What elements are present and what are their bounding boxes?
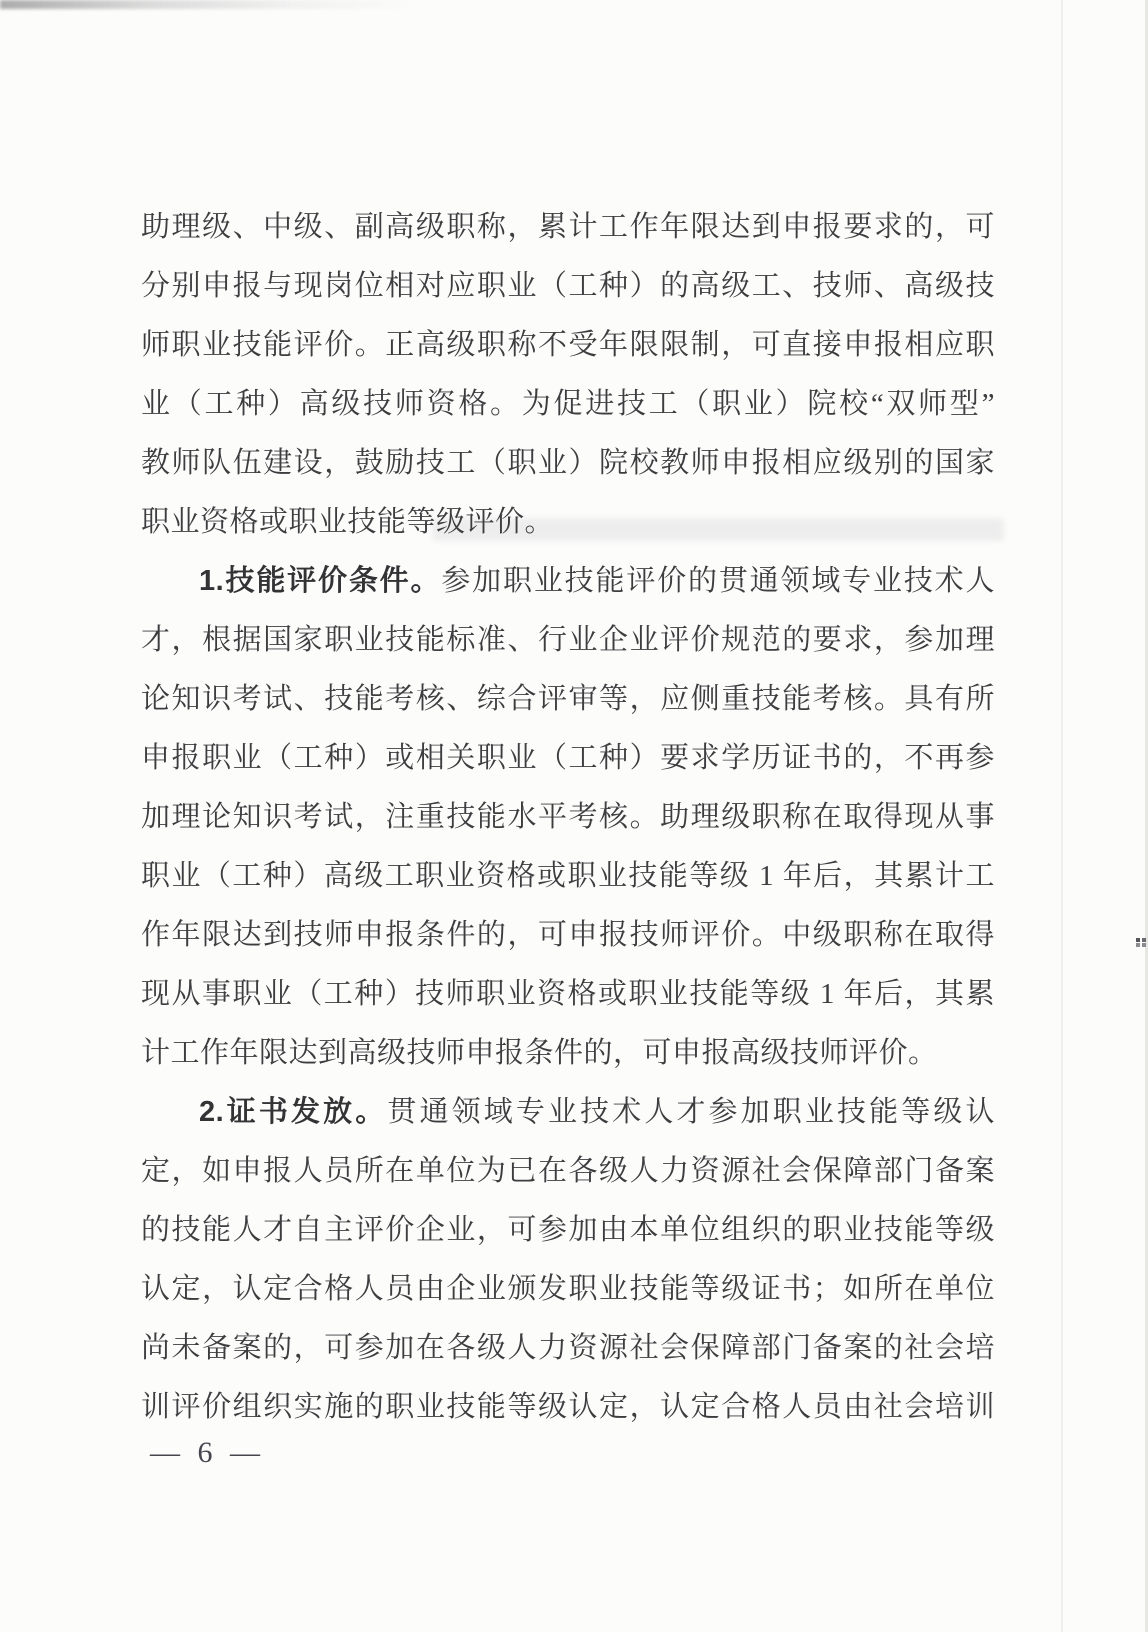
text-line	[141, 1378, 995, 1437]
line-text: 加理论知识考试，注重技能水平考核。助理级职称在取得现从事	[141, 801, 995, 833]
line-text: 教师队伍建设，鼓励技工（职业）院校教师申报相应级别的国家	[141, 447, 995, 479]
text-line	[141, 1319, 995, 1378]
line-text: 训评价组织实施的职业技能等级认定，认定合格人员由社会培训	[141, 1391, 995, 1423]
scan-edge-mark	[1136, 938, 1140, 942]
line-text: 申报职业（工种）或相关职业（工种）要求学历证书的，不再参	[141, 742, 995, 774]
line-text: 职业（工种）高级工职业资格或职业技能等级 1 年后，其累计工	[141, 860, 995, 892]
line-text: 定，如申报人员所在单位为已在各级人力资源社会保障部门备案	[141, 1155, 995, 1187]
text-line	[141, 1024, 995, 1083]
text-line	[141, 1142, 995, 1201]
line-text: 分别申报与现岗位相对应职业（工种）的高级工、技师、高级技	[141, 270, 995, 302]
text-line-heading-2	[141, 1083, 995, 1142]
line-text: 贯通领域专业技术人才参加职业技能等级认	[387, 1096, 995, 1128]
line-text: 作年限达到技师申报条件的，可申报技师评价。中级职称在取得	[141, 919, 995, 951]
text-line	[141, 1201, 995, 1260]
line-text: 尚未备案的，可参加在各级人力资源社会保障部门备案的社会培	[141, 1332, 995, 1364]
scan-smudge-top-left	[0, 0, 420, 9]
line-text: 认定，认定合格人员由企业颁发职业技能等级证书；如所在单位	[141, 1273, 995, 1305]
document-body	[141, 198, 995, 1437]
line-text: 的技能人才自主评价企业，可参加由本单位组织的职业技能等级	[141, 1214, 995, 1246]
text-line	[141, 198, 995, 257]
text-line	[141, 788, 995, 847]
line-text: 现从事职业（工种）技师职业资格或职业技能等级 1 年后，其累	[141, 978, 995, 1010]
text-line	[141, 670, 995, 729]
text-line	[141, 611, 995, 670]
text-line	[141, 965, 995, 1024]
text-line	[141, 847, 995, 906]
line-text: 才，根据国家职业技能标准、行业企业评价规范的要求，参加理	[141, 624, 995, 656]
line-text: 计工作年限达到高级技师申报条件的，可申报高级技师评价。	[141, 1037, 938, 1069]
text-line	[141, 257, 995, 316]
line-text: 助理级、中级、副高级职称，累计工作年限达到申报要求的，可	[141, 211, 995, 243]
scan-vertical-line	[1061, 0, 1063, 1632]
section-heading-bold: 2.证书发放。	[199, 1096, 388, 1128]
text-line	[141, 316, 995, 375]
line-text: 参加职业技能评价的贯通领域专业技术人	[441, 565, 995, 597]
section-heading-bold: 1.技能评价条件。	[199, 565, 442, 597]
text-line	[141, 493, 995, 552]
text-line	[141, 906, 995, 965]
line-text: 论知识考试、技能考核、综合评审等，应侧重技能考核。具有所	[141, 683, 995, 715]
page-number: — 6 —	[150, 1436, 265, 1469]
text-line-heading-1	[141, 552, 995, 611]
line-text: 师职业技能评价。正高级职称不受年限限制，可直接申报相应职	[141, 329, 995, 361]
text-line	[141, 434, 995, 493]
line-text: 业（工种）高级技师资格。为促进技工（职业）院校“双师型”	[141, 388, 995, 420]
text-line	[141, 1260, 995, 1319]
text-line	[141, 375, 995, 434]
line-text: 职业资格或职业技能等级评价。	[141, 506, 555, 538]
text-line	[141, 729, 995, 788]
